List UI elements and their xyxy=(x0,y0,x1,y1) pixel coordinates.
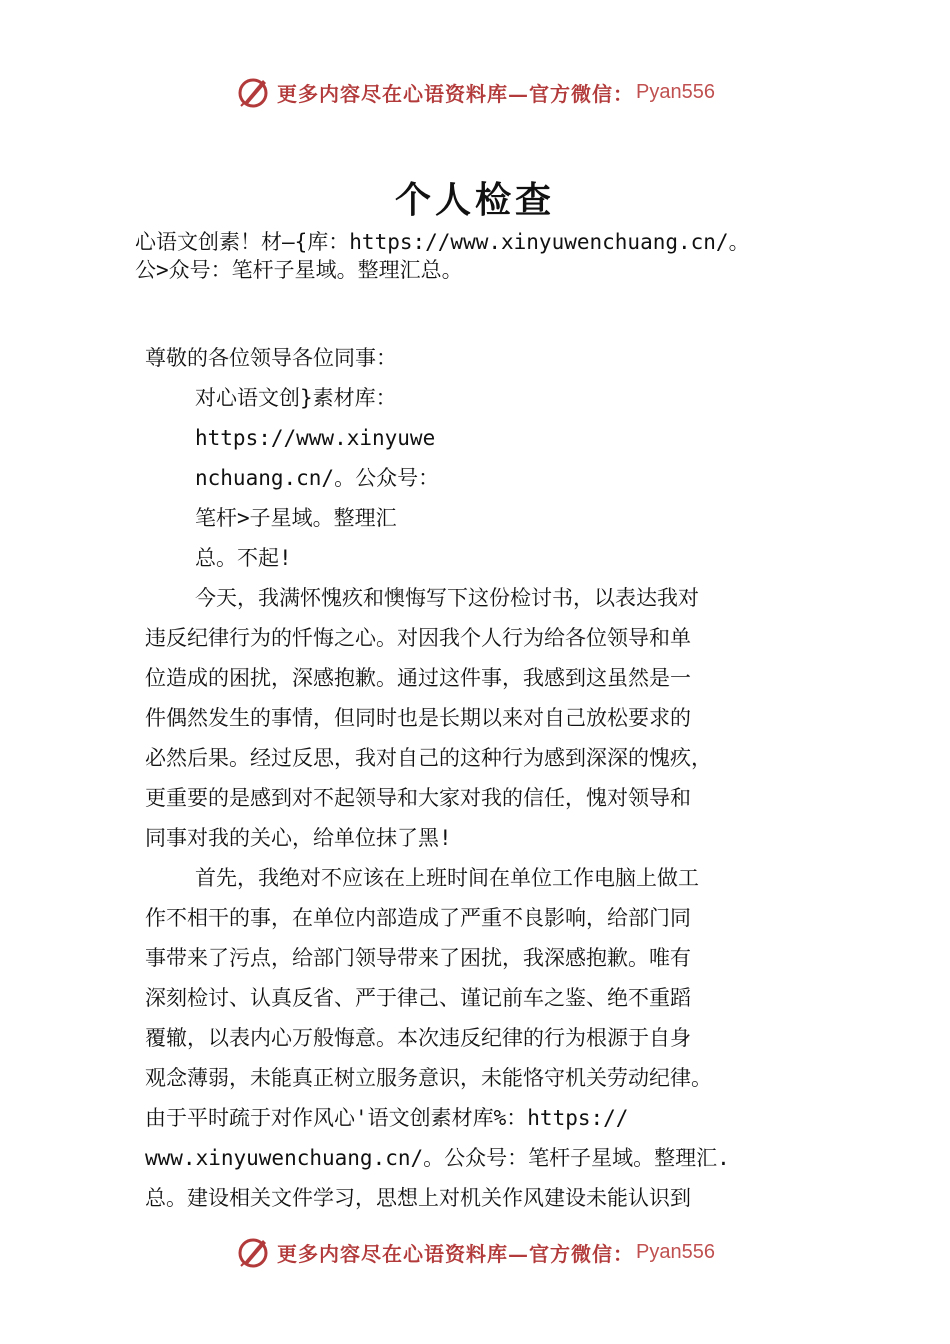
fragment-line: 笔杆>子星域。整理汇 xyxy=(195,506,397,530)
paragraph-line: www.xinyuwenchuang.cn/。公众号：笔杆子星域。整理汇. xyxy=(145,1146,730,1170)
source-line: 心语文创素！材—{库：https://www.xinyuwenchuang.cn/。 xyxy=(135,230,750,254)
fragment-line: https://www.xinyuwe xyxy=(195,426,436,450)
paragraph-line: 总。建设相关文件学习，思想上对机关作风建设未能认识到 xyxy=(145,1186,691,1210)
paragraph-line: 首先，我绝对不应该在上班时间在单位工作电脑上做工 xyxy=(195,866,699,890)
fragment-line: 总。不起! xyxy=(195,546,292,570)
source-line: 公>众号：笔杆子星域。整理汇总。 xyxy=(135,258,463,282)
fragment-line: 对心语文创}素材库： xyxy=(195,386,397,410)
paragraph-line: 深刻检讨、认真反省、严于律己、谨记前车之鉴、绝不重蹈 xyxy=(145,986,691,1010)
quill-logo-icon xyxy=(235,74,271,110)
banner-wechat-handle: Pyan556 xyxy=(636,80,715,103)
footer-banner xyxy=(0,1230,950,1274)
salutation: 尊敬的各位领导各位同事： xyxy=(145,346,397,370)
paragraph-line: 必然后果。经过反思，我对自己的这种行为感到深深的愧疚， xyxy=(145,746,712,770)
document-body xyxy=(145,338,835,1218)
paragraph-line: 位造成的困扰，深感抱歉。通过这件事，我感到这虽然是一 xyxy=(145,666,691,690)
paragraph-line: 事带来了污点，给部门领导带来了困扰，我深感抱歉。唯有 xyxy=(145,946,691,970)
banner-wechat-handle: Pyan556 xyxy=(636,1240,715,1263)
banner-text: 更多内容尽在心语资料库—官方微信： xyxy=(277,81,635,106)
paragraph-line: 违反纪律行为的忏悔之心。对因我个人行为给各位领导和单 xyxy=(145,626,691,650)
paragraph-line: 今天，我满怀愧疚和懊悔写下这份检讨书，以表达我对 xyxy=(195,586,699,610)
quill-logo-icon xyxy=(235,1234,271,1270)
paragraph-line: 件偶然发生的事情，但同时也是长期以来对自己放松要求的 xyxy=(145,706,691,730)
paragraph-line: 同事对我的关心，给单位抹了黑! xyxy=(145,826,452,850)
paragraph-line: 更重要的是感到对不起领导和大家对我的信任，愧对领导和 xyxy=(145,786,691,810)
paragraph-line: 作不相干的事，在单位内部造成了严重不良影响，给部门同 xyxy=(145,906,691,930)
paragraph-line: 观念薄弱，未能真正树立服务意识，未能恪守机关劳动纪律。 xyxy=(145,1066,712,1090)
document-title: 个人检查 xyxy=(394,179,555,221)
paragraph-line: 由于平时疏于对作风心'语文创素材库%：https:// xyxy=(145,1106,629,1130)
source-notice xyxy=(135,228,835,284)
paragraph-line: 覆辙，以表内心万般悔意。本次违反纪律的行为根源于自身 xyxy=(145,1026,691,1050)
header-banner xyxy=(0,70,950,114)
fragment-line: nchuang.cn/。公众号： xyxy=(195,466,440,490)
banner-text: 更多内容尽在心语资料库—官方微信： xyxy=(277,1241,635,1266)
